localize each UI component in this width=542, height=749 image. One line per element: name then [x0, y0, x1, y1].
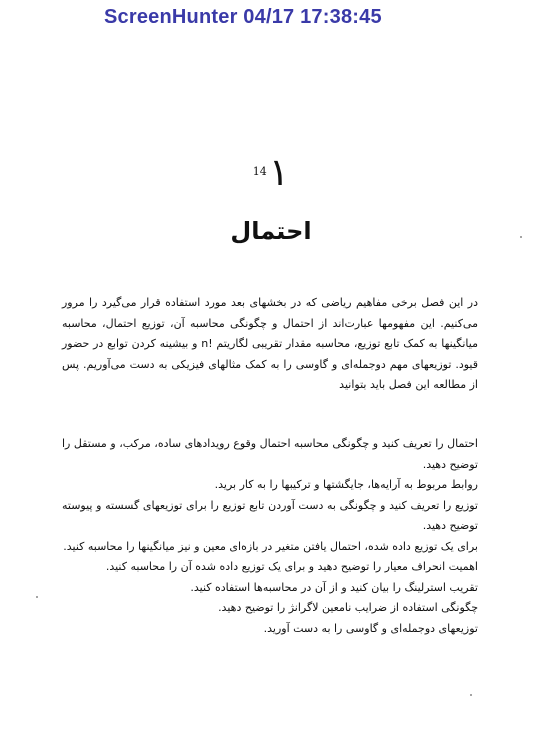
intro-paragraph: در این فصل برخی مفاهیم ریاضی که در بخشهای بعد مورد استفاده قرار می‌گیرد را مرور می‌کنیم. این مفهومها عبارت‌اند از احتمال و چگونگی محاسبه آن، توزیع احتمال، محاسبه میانگینها به کمک تابع توزیع، محاسبه مقدار تقریبی لگاریتم !n و بیشینه کردن توابع در حضور قیود. توزیعهای مهم دوجمله‌ای و گاوسی را به کمک مثالهای فیزیکی به دست می‌آوریم. پس از مطالعه این فصل باید بتوانید [62, 296, 478, 391]
objective-item: تقریب استرلینگ را بیان کنید و از آن در محاسبه‌ها استفاده کنید. [190, 580, 478, 594]
scan-speck [470, 694, 472, 696]
scan-speck [520, 236, 522, 238]
objective-item: توزیع را تعریف کنید و چگونگی به دست آوردن تابع توزیع را برای توزیعهای گسسته و پیوسته توضیح دهید. [62, 498, 478, 532]
chapter-number [0, 150, 542, 194]
objectives-list [62, 434, 478, 639]
objective-item: برای یک توزیع داده شده، احتمال یافتن متغیر در بازه‌ای معین و نیز میانگینها را محاسبه کنید. [63, 539, 478, 553]
objective-item: توزیعهای دوجمله‌ای و گاوسی را به دست آورید. [263, 621, 478, 635]
objective-item: اهمیت انحراف معیار را توضیح دهید و برای یک توزیع داده شده آن را محاسبه کنید. [105, 560, 478, 573]
objective-item: چگونگی استفاده از ضرایب نامعین لاگرانژ را توضیح دهید. [218, 601, 478, 614]
scan-speck [36, 596, 38, 598]
chapter-title: احتمال [230, 217, 312, 245]
chapter-marker: 14 [252, 165, 267, 178]
screenhunter-watermark: ScreenHunter 04/17 17:38:45 [104, 6, 382, 28]
objective-item: احتمال را تعریف کنید و چگونگی محاسبه احتمال وقوع رویدادهای ساده، مرکب، و مستقل را توضیح دهید. [62, 437, 478, 471]
chapter-number-digit: ۱ [268, 150, 290, 194]
objective-item: روابط مربوط به آرایه‌ها، جایگشتها و ترکیبها را به کار برید. [214, 478, 478, 491]
